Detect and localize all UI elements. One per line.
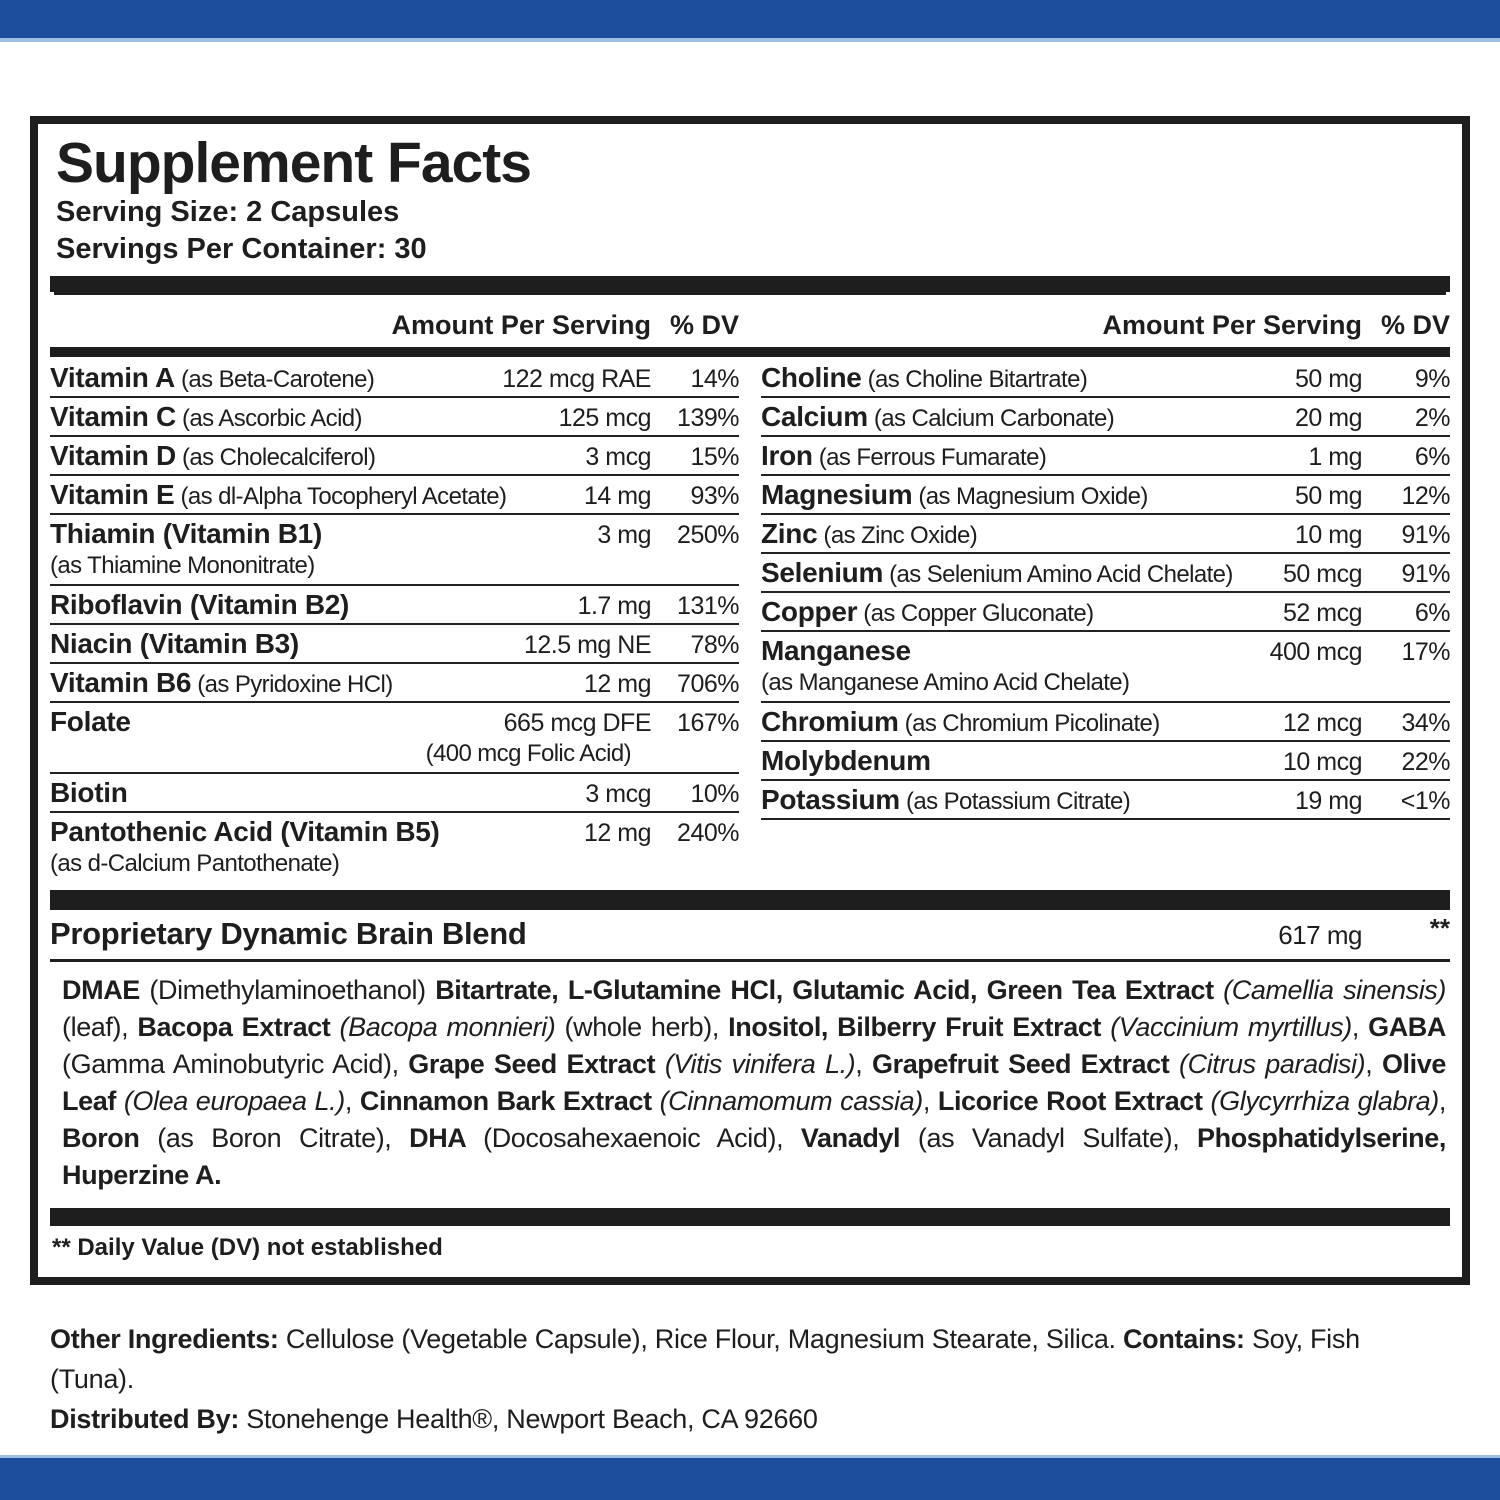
table-row [761,703,1450,742]
nutrient-label [50,440,585,472]
nutrient-source: (as Zinc Oxide) [817,522,978,549]
table-row-main [50,816,739,848]
nutrient-dv: 22% [1401,748,1450,776]
nutrient-name: Niacin (Vitamin B3) [50,628,299,659]
table-row-main [761,479,1450,511]
text-segment: DMAE [62,975,140,1005]
table-row-main [50,479,739,511]
text-segment: Bacopa Extract [137,1012,340,1042]
nutrient-amount: 50 mcg [1283,560,1362,588]
nutrient-dv: 6% [1414,599,1450,627]
text-segment: (Olea europaea L.) [123,1086,345,1116]
nutrient-name: Vitamin A [50,362,175,393]
nutrient-dv: 93% [690,482,739,510]
nutrient-label [761,362,1295,394]
divider-bar-medium [50,347,1450,357]
nutrient-source: (as Ferrous Fumarate) [812,444,1047,471]
serving-size: Serving Size: 2 Capsules [56,196,400,228]
nutrient-source: (as Selenium Amino Acid Chelate) [883,561,1233,588]
nutrient-label [761,401,1295,433]
divider-bar-thick [50,276,1450,292]
nutrient-name: Molybdenum [761,745,931,776]
nutrient-name: Selenium [761,557,884,588]
nutrient-amount: 50 mg [1295,482,1362,510]
table-row-main [761,518,1450,550]
nutrient-amount: 10 mcg [1283,748,1362,776]
table-row-main [761,706,1450,738]
nutrient-table [50,359,1450,882]
text-segment: (Glycyrrhiza glabra) [1210,1086,1439,1116]
text-segment: , [1365,1049,1382,1079]
nutrient-dv: 91% [1401,521,1450,549]
nutrient-dv: 12% [1401,482,1450,510]
nutrient-dv: 17% [1401,638,1450,666]
nutrient-label [761,518,1295,550]
nutrient-name: Folate [50,706,131,737]
nutrient-label [761,479,1295,511]
nutrient-amount: 14 mg [584,482,651,510]
nutrient-dv: <1% [1400,787,1450,815]
nutrient-amount: 12 mg [584,819,651,847]
table-row-main [50,589,739,621]
nutrient-amount: 3 mcg [585,443,651,471]
text-segment: (Vitis vinifera L.) [664,1049,856,1079]
text-segment: Olive Leaf [62,1049,1446,1116]
table-row-main [761,784,1450,816]
nutrient-amount: 50 mg [1295,365,1362,393]
nutrient-dv: 78% [690,631,739,659]
nutrient-label [761,784,1295,816]
servings-per-container: Servings Per Container: 30 [56,233,427,265]
nutrient-name: Riboflavin (Vitamin B2) [50,589,350,620]
nutrient-name: Thiamin (Vitamin B1) [50,518,322,549]
nutrient-label [761,557,1283,589]
text-segment: (Gamma Aminobutyric Acid), [62,1049,409,1079]
text-segment: DHA [409,1123,484,1153]
nutrient-column-left [50,359,739,882]
nutrient-column-right [761,359,1450,820]
nutrient-name: Pantothenic Acid (Vitamin B5) [50,816,440,847]
distributed-by-line [50,1399,1450,1439]
text-segment: Bitartrate, L-Glutamine HCl, Glutamic Acid, Green Tea Extract [435,975,1224,1005]
nutrient-name: Vitamin E [50,479,175,510]
text-segment: , [344,1086,360,1116]
nutrient-dv: 250% [677,521,739,549]
amount-per-serving-header: Amount Per Serving [391,310,651,340]
nutrient-sub-line: (as Manganese Amino Acid Chelate) [761,669,1130,696]
table-row [761,593,1450,632]
nutrient-label [761,706,1283,738]
nutrient-dv: 6% [1414,443,1450,471]
nutrient-source: (as Calcium Carbonate) [867,405,1115,432]
nutrient-source: (as Choline Bitartrate) [861,366,1088,393]
table-row-main [50,440,739,472]
nutrient-dv: 131% [677,592,739,620]
text-segment: Distributed By: [50,1404,247,1434]
table-row-main [761,596,1450,628]
text-segment: Boron [62,1123,140,1153]
table-row-main [761,745,1450,777]
nutrient-amount: 665 mcg DFE [503,709,651,737]
table-row-main [761,362,1450,394]
text-segment: Stonehenge Health®, Newport Beach, CA 92660 [246,1404,818,1434]
nutrient-name: Potassium [761,784,900,815]
text-segment: Other Ingredients: [50,1324,286,1354]
table-row-main [50,777,739,809]
nutrient-source: (as Copper Gluconate) [857,600,1094,627]
nutrient-source: (as Beta-Carotene) [174,366,375,393]
nutrient-name: Biotin [50,777,128,808]
label-footer [50,1319,1450,1439]
nutrient-label [50,706,504,738]
nutrient-amount: 20 mg [1295,404,1362,432]
nutrient-name: Vitamin C [50,401,176,432]
table-row [50,664,739,703]
nutrient-label [761,635,1270,667]
table-row [50,625,739,664]
nutrient-amount: 12 mg [584,670,651,698]
nutrient-name: Copper [761,596,858,627]
nutrient-name: Calcium [761,401,868,432]
nutrient-amount: 1.7 mg [577,592,651,620]
nutrient-label [50,589,578,621]
nutrient-amount: 125 mcg [558,404,651,432]
nutrient-name: Manganese [761,635,911,666]
nutrient-label [761,745,1283,777]
table-row [761,476,1450,515]
table-row [50,359,739,398]
text-segment: (Cinnamomum cassia) [659,1086,923,1116]
nutrient-amount: 19 mg [1295,787,1362,815]
table-row [50,586,739,625]
table-row [50,703,739,774]
nutrient-name: Zinc [761,518,818,549]
column-headers [50,308,1450,342]
table-row [50,813,739,882]
nutrient-dv: 139% [677,404,739,432]
table-row-main [50,518,739,550]
table-row-main [761,440,1450,472]
nutrient-dv: 34% [1401,709,1450,737]
table-row [761,359,1450,398]
nutrient-label [50,401,559,433]
nutrient-label [50,777,585,809]
table-row [50,515,739,586]
nutrient-amount: 12.5 mg NE [523,631,651,659]
nutrient-source: (as Ascorbic Acid) [175,405,362,432]
text-segment: (Vaccinium myrtillus) [1110,1012,1352,1042]
blend-ingredients [50,962,1450,1208]
table-row [761,742,1450,781]
divider-bar-thick [50,1208,1450,1226]
column-header-left [50,308,739,342]
nutrient-sub-line: (400 mcg Folic Acid) [425,740,631,767]
column-header-right [761,308,1450,342]
text-segment: GABA [1368,1012,1447,1042]
nutrient-label [50,816,584,848]
text-segment: (leaf), [62,1012,138,1042]
nutrient-label [761,596,1283,628]
text-segment: (as Vanadyl Sulfate), [900,1123,1198,1153]
nutrient-amount: 400 mcg [1269,638,1362,666]
text-segment: Contains: [1122,1324,1252,1354]
table-row [50,774,739,813]
nutrient-dv: 10% [690,780,739,808]
nutrient-amount: 10 mg [1295,521,1362,549]
nutrient-dv: 167% [677,709,739,737]
table-row-main [761,635,1450,667]
table-row [761,398,1450,437]
nutrient-dv: 2% [1414,404,1450,432]
nutrient-source: (as Magnesium Oxide) [912,483,1148,510]
text-segment: Cinnamon Bark Extract [359,1086,660,1116]
text-segment: Grape Seed Extract [408,1049,665,1079]
nutrient-amount: 3 mg [597,521,651,549]
nutrient-dv: 9% [1414,365,1450,393]
nutrient-dv: 706% [677,670,739,698]
table-row [50,398,739,437]
nutrient-name: Vitamin B6 [50,667,192,698]
other-ingredients-line [50,1319,1450,1399]
text-segment: Cellulose (Vegetable Capsule), Rice Flour, Magnesium Stearate, Silica. [285,1324,1123,1354]
panel-title: Supplement Facts [56,131,531,195]
blend-dv-asterisks: ** [1429,913,1450,943]
text-segment: (Docosahexaenoic Acid), [483,1123,801,1153]
text-segment: Vanadyl [800,1123,901,1153]
text-segment: Inositol, Bilberry Fruit Extract [728,1012,1111,1042]
text-segment: , [1351,1012,1369,1042]
table-row [50,476,739,515]
nutrient-amount: 12 mcg [1283,709,1362,737]
table-row [761,437,1450,476]
text-segment: , [1438,1086,1446,1116]
nutrient-sub-line: (as Thiamine Mononitrate) [50,552,315,579]
text-segment: (Citrus paradisi) [1178,1049,1366,1079]
blend-title: Proprietary Dynamic Brain Blend [50,916,527,951]
nutrient-source: (as Potassium Citrate) [899,788,1131,815]
nutrient-name: Magnesium [761,479,913,510]
text-segment: (Camellia sinensis) [1223,975,1447,1005]
nutrient-label [50,518,597,550]
nutrient-label [50,628,524,660]
table-row-main [761,401,1450,433]
nutrient-label [50,667,584,699]
text-segment: Phosphatidylserine, Huperzine A. [62,1123,1446,1190]
nutrient-name: Choline [761,362,862,393]
table-row-main [50,401,739,433]
percent-dv-header: % DV [1380,310,1450,340]
table-row-main [50,362,739,394]
nutrient-source: (as Chromium Picolinate) [898,710,1160,737]
nutrient-dv: 15% [690,443,739,471]
nutrient-sub-line: (as d-Calcium Pantothenate) [50,850,340,877]
table-row-main [50,667,739,699]
text-segment: (Dimethylaminoethanol) [139,975,436,1005]
bottom-accent-bar [0,1455,1500,1500]
table-row [761,554,1450,593]
nutrient-amount: 52 mcg [1283,599,1362,627]
table-row [50,437,739,476]
blend-amount: 617 mg [1278,920,1362,950]
nutrient-label [50,479,584,511]
amount-per-serving-header: Amount Per Serving [1102,310,1362,340]
table-row-main [50,628,739,660]
table-row [761,632,1450,703]
daily-value-footnote: ** Daily Value (DV) not established [52,1234,443,1261]
nutrient-source: (as Pyridoxine HCl) [191,671,393,698]
nutrient-amount: 122 mcg RAE [502,365,651,393]
text-segment: Grapefruit Seed Extract [871,1049,1179,1079]
top-accent-bar [0,0,1500,42]
nutrient-source: (as Cholecalciferol) [175,444,376,471]
nutrient-name: Chromium [761,706,899,737]
text-segment: Soy, Fish (Tuna). [50,1324,1360,1394]
text-segment: (as Boron Citrate), [139,1123,410,1153]
text-segment: , [855,1049,872,1079]
nutrient-dv: 14% [690,365,739,393]
table-row [761,781,1450,820]
text-segment: , [922,1086,938,1116]
text-segment: (whole herb), [555,1012,729,1042]
table-row [761,515,1450,554]
nutrient-label [50,362,502,394]
proprietary-blend-header [50,910,1450,962]
table-row-main [761,557,1450,589]
text-segment: (Bacopa monnieri) [339,1012,556,1042]
nutrient-label [761,440,1308,472]
percent-dv-header: % DV [669,310,739,340]
nutrient-name: Vitamin D [50,440,176,471]
nutrient-dv: 240% [677,819,739,847]
table-row-main [50,706,739,738]
divider-bar-thick [50,890,1450,910]
nutrient-dv: 91% [1401,560,1450,588]
nutrient-source: (as dl-Alpha Tocopheryl Acetate) [174,483,507,510]
nutrient-amount: 1 mg [1308,443,1362,471]
supplement-facts-panel [30,116,1470,1285]
nutrient-amount: 3 mcg [585,780,651,808]
text-segment: Licorice Root Extract [937,1086,1211,1116]
nutrient-name: Iron [761,440,813,471]
